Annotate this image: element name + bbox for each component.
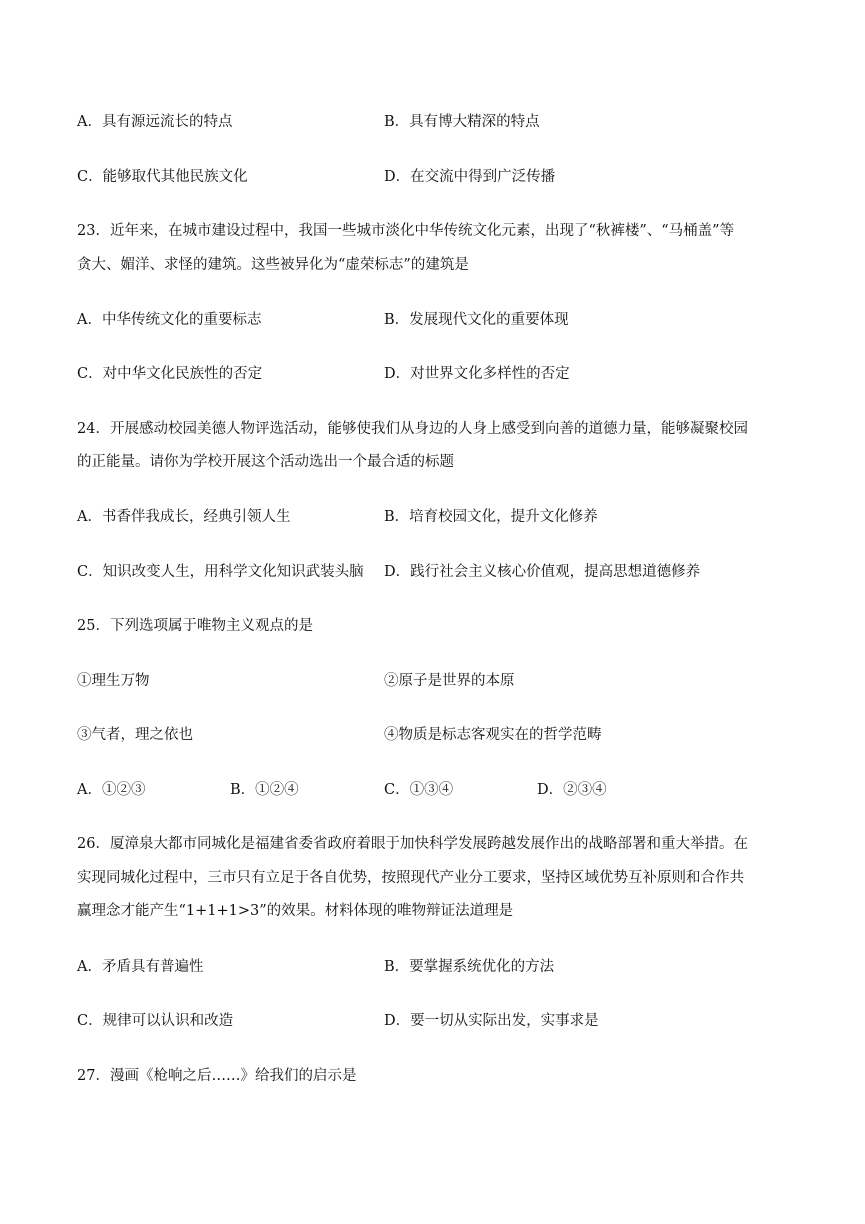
q23-option-b: B．发展现代文化的重要体现 (384, 312, 569, 328)
q22-option-a: A．具有源远流长的特点 (77, 114, 233, 130)
q25-statement-3: ③气者，理之依也 (77, 727, 193, 743)
q25-statement-4: ④物质是标志客观实在的哲学范畴 (384, 727, 602, 743)
q26-option-c: C．规律可以认识和改造 (77, 1013, 234, 1029)
q22-option-d: D．在交流中得到广泛传播 (384, 169, 556, 185)
q27-stem: 27．漫画《枪响之后……》给我们的启示是 (77, 1068, 357, 1084)
q25-option-b: B．①②④ (230, 782, 299, 798)
q24-option-c: C．知识改变人生，用科学文化知识武装头脑 (77, 564, 364, 580)
q25-option-a: A．①②③ (77, 782, 146, 798)
q26-stem-line3: 赢理念才能产生“1+1+1>3”的效果。材料体现的唯物辩证法道理是 (77, 903, 514, 919)
q24-option-b: B．培育校园文化，提升文化修养 (384, 509, 598, 525)
q24-option-a: A．书香伴我成长，经典引领人生 (77, 509, 291, 525)
q23-option-c: C．对中华文化民族性的否定 (77, 366, 263, 382)
q24-stem-line2: 的正能量。请你为学校开展这个活动选出一个最合适的标题 (77, 454, 454, 470)
q24-stem-line1: 24．开展感动校园美德人物评选活动，能够使我们从身边的人身上感受到向善的道德力量，能够凝聚校园 (77, 421, 748, 437)
q26-stem-line1: 26．厦漳泉大都市同城化是福建省委省政府着眼于加快科学发展跨越发展作出的战略部署和重大举措。在 (77, 836, 748, 852)
q25-option-c: C．①③④ (384, 782, 454, 798)
q26-option-d: D．要一切从实际出发，实事求是 (384, 1013, 599, 1029)
q23-stem-line1: 23．近年来，在城市建设过程中，我国一些城市淡化中华传统文化元素，出现了“秋裤楼”、“马桶盖”等 (77, 223, 735, 239)
q23-option-d: D．对世界文化多样性的否定 (384, 366, 570, 382)
q26-option-a: A．矛盾具有普遍性 (77, 959, 204, 975)
q25-statement-1: ①理生万物 (77, 673, 150, 689)
q24-option-d: D．践行社会主义核心价值观，提高思想道德修养 (384, 564, 701, 580)
q25-statement-2: ②原子是世界的本原 (384, 673, 515, 689)
q23-stem-line2: 贪大、媚洋、求怪的建筑。这些被异化为“虚荣标志”的建筑是 (77, 257, 469, 273)
q22-option-c: C．能够取代其他民族文化 (77, 169, 248, 185)
q22-option-b: B．具有博大精深的特点 (384, 114, 540, 130)
q26-stem-line2: 实现同城化过程中，三市只有立足于各自优势，按照现代产业分工要求，坚持区域优势互补原则和合作共 (77, 870, 744, 886)
q25-option-d: D．②③④ (537, 782, 607, 798)
q25-stem: 25．下列选项属于唯物主义观点的是 (77, 618, 313, 634)
q26-option-b: B．要掌握系统优化的方法 (384, 959, 555, 975)
q23-option-a: A．中华传统文化的重要标志 (77, 312, 262, 328)
